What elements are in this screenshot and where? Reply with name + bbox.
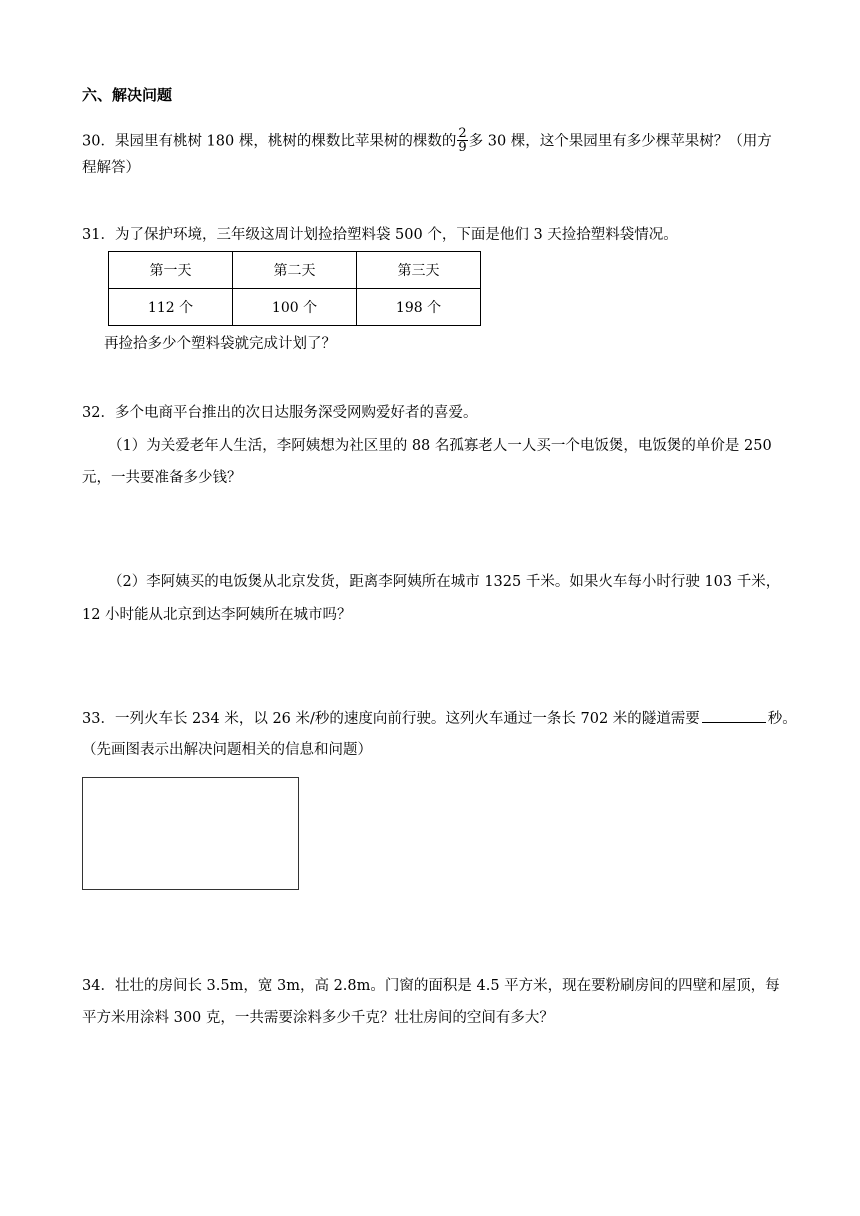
table-value-day1: 112 个 <box>109 289 233 326</box>
table-header-row <box>109 252 481 289</box>
table-header-day2: 第二天 <box>233 252 357 289</box>
fraction-denominator: 9 <box>458 140 467 155</box>
question-31-line1 <box>82 225 678 245</box>
plastic-bag-table <box>108 251 481 326</box>
question-30-line2: 程解答） <box>82 160 140 176</box>
question-34-text-line1: ．壮壮的房间长 3.5m，宽 3m，高 2.8m。门窗的面积是 4.5 平方米，现在要粉刷房间的四壁和屋顶，每 <box>100 978 780 994</box>
question-33-line1 <box>82 708 797 729</box>
question-30-line1 <box>82 128 772 155</box>
fraction-numerator: 2 <box>458 126 467 141</box>
question-34-line2: 平方米用涂料 300 克，一共需要涂料多少千克？壮壮房间的空间有多大？ <box>82 1010 554 1026</box>
question-33-number: 33 <box>82 711 101 727</box>
question-32-number: 32 <box>82 405 101 421</box>
question-32-text: ．多个电商平台推出的次日达服务深受网购爱好者的喜爱。 <box>100 405 478 421</box>
question-32-sub2-line2: 12 小时能从北京到达李阿姨所在城市吗？ <box>82 607 352 623</box>
question-32-sub2-line1: （2）李阿姨买的电饭煲从北京发货，距离李阿姨所在城市 1325 千米。如果火车每小时行驶 103 千米， <box>108 574 781 590</box>
section-title: 六、解决问题 <box>82 86 173 104</box>
drawing-box[interactable] <box>82 777 299 890</box>
question-30-number: 30 <box>82 133 101 150</box>
question-31-text: ．为了保护环境，三年级这周计划捡拾塑料袋 500 个，下面是他们 3 天捡拾塑料袋情况。 <box>100 227 678 243</box>
table-header-day3: 第三天 <box>357 252 481 289</box>
answer-blank[interactable] <box>702 708 766 723</box>
question-32-sub1-line2: 元，一共要准备多少钱？ <box>82 470 242 486</box>
question-34-number: 34 <box>82 978 101 994</box>
question-32-sub1-line1: （1）为关爱老年人生活，李阿姨想为社区里的 88 名孤寡老人一人买一个电饭煲，电饭煲的单价是 250 <box>108 438 772 454</box>
question-31-ask: 再捡拾多少个塑料袋就完成计划了？ <box>104 336 336 352</box>
question-30-text-before: ．果园里有桃树 180 棵，桃树的棵数比苹果树的棵数的 <box>100 133 457 150</box>
table-value-day2: 100 个 <box>233 289 357 326</box>
question-33-text-before: ．一列火车长 234 米，以 26 米/秒的速度向前行驶。这列火车通过一条长 702 米的隧道需要 <box>100 711 700 727</box>
fraction-two-ninths <box>457 127 467 154</box>
question-33-text-after: 秒。 <box>767 711 797 727</box>
question-31-number: 31 <box>82 227 101 243</box>
table-header-day1: 第一天 <box>109 252 233 289</box>
question-30-text-after: 多 30 棵，这个果园里有多少棵苹果树？（用方 <box>468 133 772 150</box>
question-32-line1 <box>82 403 477 423</box>
table-value-row <box>109 289 481 326</box>
table-value-day3: 198 个 <box>357 289 481 326</box>
question-33-line2: （先画图表示出解决问题相关的信息和问题） <box>82 742 372 758</box>
question-34-line1 <box>82 976 780 996</box>
